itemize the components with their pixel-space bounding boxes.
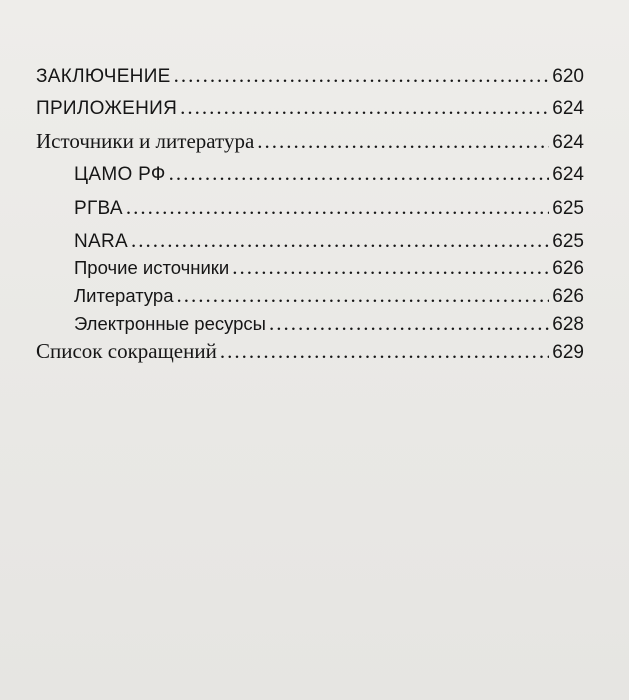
toc-entry-page: 626: [552, 258, 584, 279]
dot-leader: [220, 338, 549, 364]
toc-entry-title: ЗАКЛЮЧЕНИЕ: [36, 66, 171, 87]
toc-entry-page: 624: [552, 132, 584, 153]
toc-entry-title: Прочие источники: [74, 257, 230, 278]
toc-entry-page: 626: [552, 286, 584, 307]
toc-entry-title: Источники и литература: [36, 129, 255, 153]
toc-entry-page: 625: [552, 198, 584, 219]
toc-entry-page: 620: [552, 66, 584, 87]
toc-entry[interactable]: [36, 128, 584, 156]
toc-entry[interactable]: [36, 282, 584, 310]
toc-entry[interactable]: [36, 254, 584, 282]
toc-entry[interactable]: [36, 338, 584, 366]
dot-leader: [177, 282, 550, 308]
toc-entry-page: 624: [552, 98, 584, 119]
toc-entry[interactable]: [36, 194, 584, 222]
dot-leader: [257, 128, 549, 154]
toc-entry-title: Электронные ресурсы: [74, 313, 266, 334]
dot-leader: [174, 62, 550, 88]
dot-leader: [131, 227, 549, 253]
dot-leader: [232, 254, 549, 280]
dot-leader: [126, 194, 549, 220]
dot-leader: [269, 310, 549, 336]
toc-entry[interactable]: [36, 94, 584, 122]
toc-entry[interactable]: [36, 310, 584, 338]
toc-entry-page: 628: [552, 314, 584, 335]
dot-leader: [180, 94, 549, 120]
toc-entry-title: NARA: [74, 231, 128, 252]
toc-entry-page: 625: [552, 231, 584, 252]
toc-entry[interactable]: [36, 62, 584, 90]
toc-entry-title: ПРИЛОЖЕНИЯ: [36, 98, 178, 119]
dot-leader: [169, 160, 550, 186]
toc-entry-title: Список сокращений: [36, 339, 217, 363]
toc-entry-title: РГВА: [74, 198, 123, 219]
toc-entry[interactable]: [36, 227, 584, 255]
toc-entry-page: 624: [552, 164, 584, 185]
toc-entry-title: Литература: [74, 285, 174, 306]
toc-entry-title: ЦАМО РФ: [74, 164, 166, 185]
toc-entry-page: 629: [552, 342, 584, 363]
toc-entry[interactable]: [36, 160, 584, 188]
